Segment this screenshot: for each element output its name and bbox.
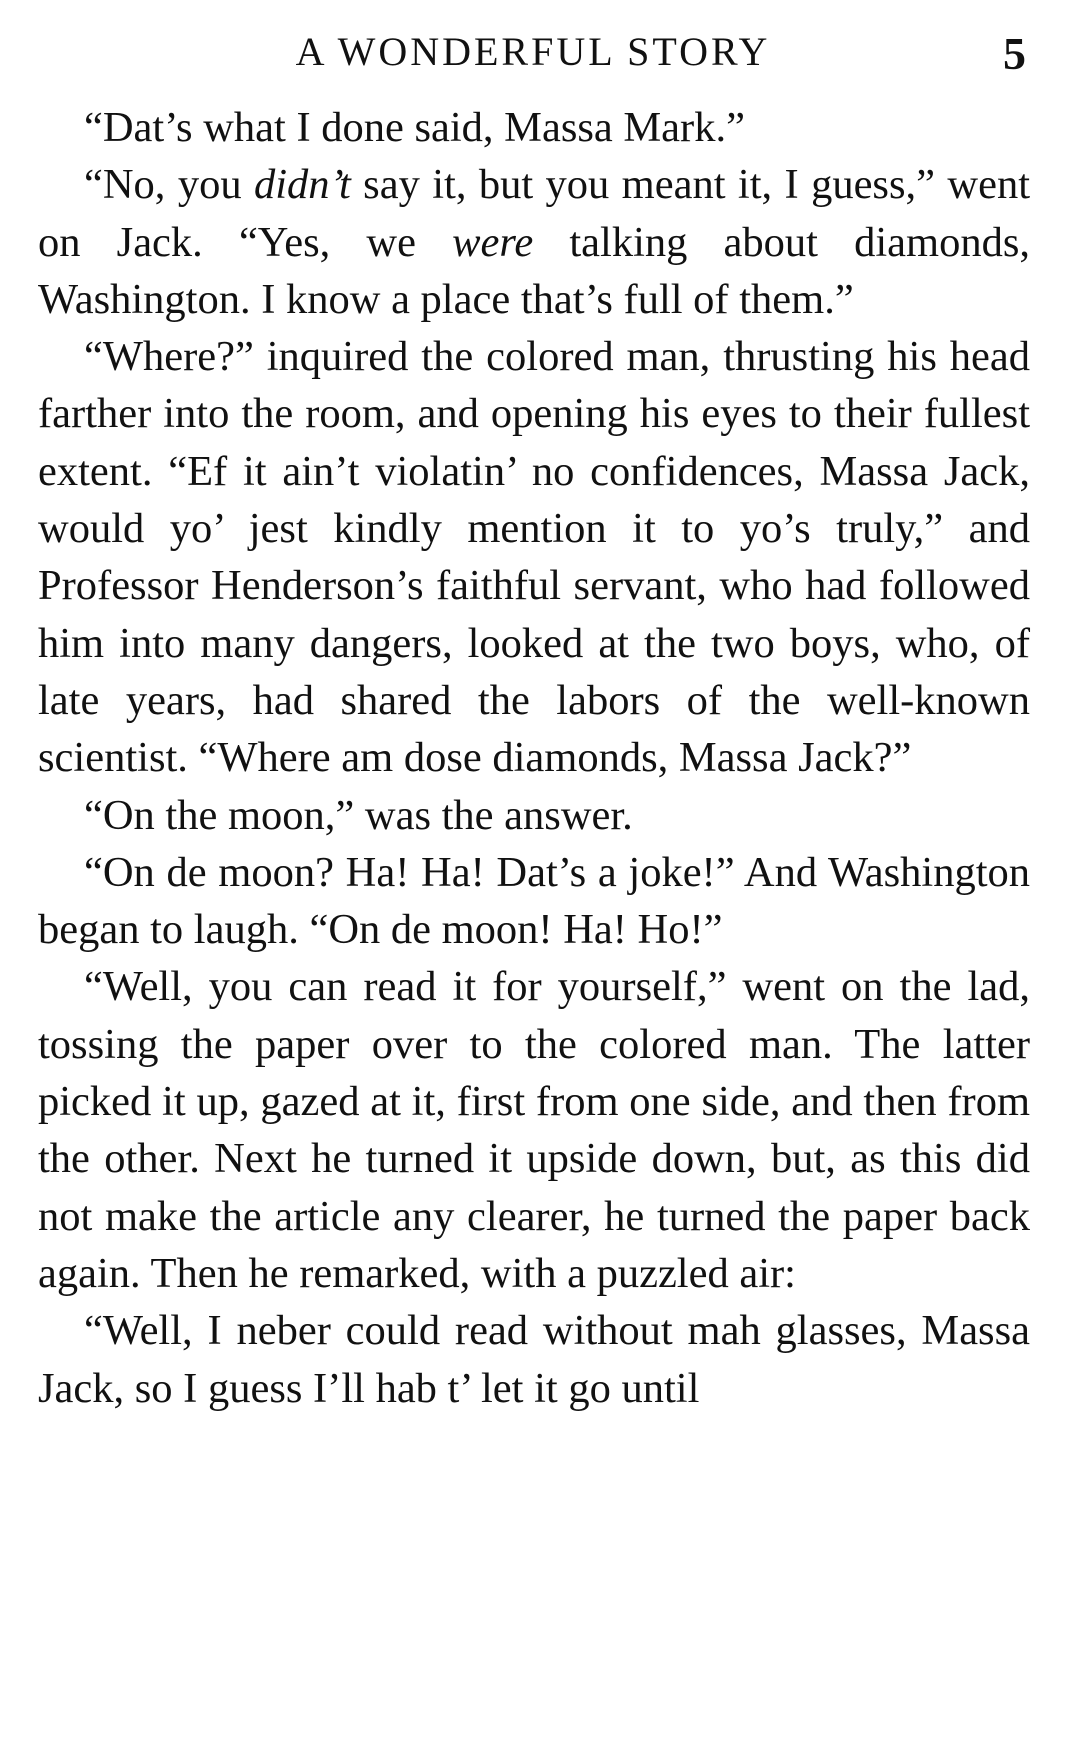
- paragraph: “Well, you can read it for yourself,” went on the lad, tossing the paper over to the colored man. The latter picked it up, gazed at it, first from one side, and then from the other. Next he turned it upside down, but, as this did not make the article any clearer, he turned the paper back again. Then he remarked, with a puzzled air:: [38, 963, 1030, 1297]
- paragraph: [38, 156, 1030, 328]
- italic-emphasis: didn’t: [253, 161, 351, 209]
- text-run: talking about diamonds, Washington. I know a place that’s full of them.”: [38, 218, 1030, 323]
- running-head: [0, 22, 1066, 82]
- paragraph: “Where?” inquired the colored man, thrusting his head farther into the room, and opening his eyes to their fullest extent. “Ef it ain’t violatin’ no confidences, Massa Jack, would yo’ jest kindly mention it to yo’s truly,” and Professor Henderson’s faithful servant, who had followed him into many dangers, looked at the two boys, who, of late years, had shared the labors of the well-known scientist. “Where am dose diamonds, Massa Jack?”: [38, 333, 1030, 782]
- page-number: 5: [1003, 28, 1026, 79]
- body-text: [38, 99, 1030, 1417]
- paragraph: “On the moon,” was the answer.: [84, 791, 633, 839]
- text-run: “No, you: [84, 161, 254, 209]
- paragraph: “On de moon? Ha! Ha! Dat’s a joke!” And Washington began to laugh. “On de moon! Ha! Ho!”: [38, 848, 1030, 954]
- running-title: A WONDERFUL STORY: [295, 29, 771, 74]
- text-run: say it, but you meant it, I guess,” went on Jack. “Yes, we: [38, 161, 1031, 266]
- italic-emphasis: were: [452, 218, 534, 266]
- paragraph: “Dat’s what I done said, Massa Mark.”: [84, 104, 745, 151]
- paragraph: “Well, I neber could read without mah glasses, Massa Jack, so I guess I’ll hab t’ let it go until: [38, 1307, 1030, 1412]
